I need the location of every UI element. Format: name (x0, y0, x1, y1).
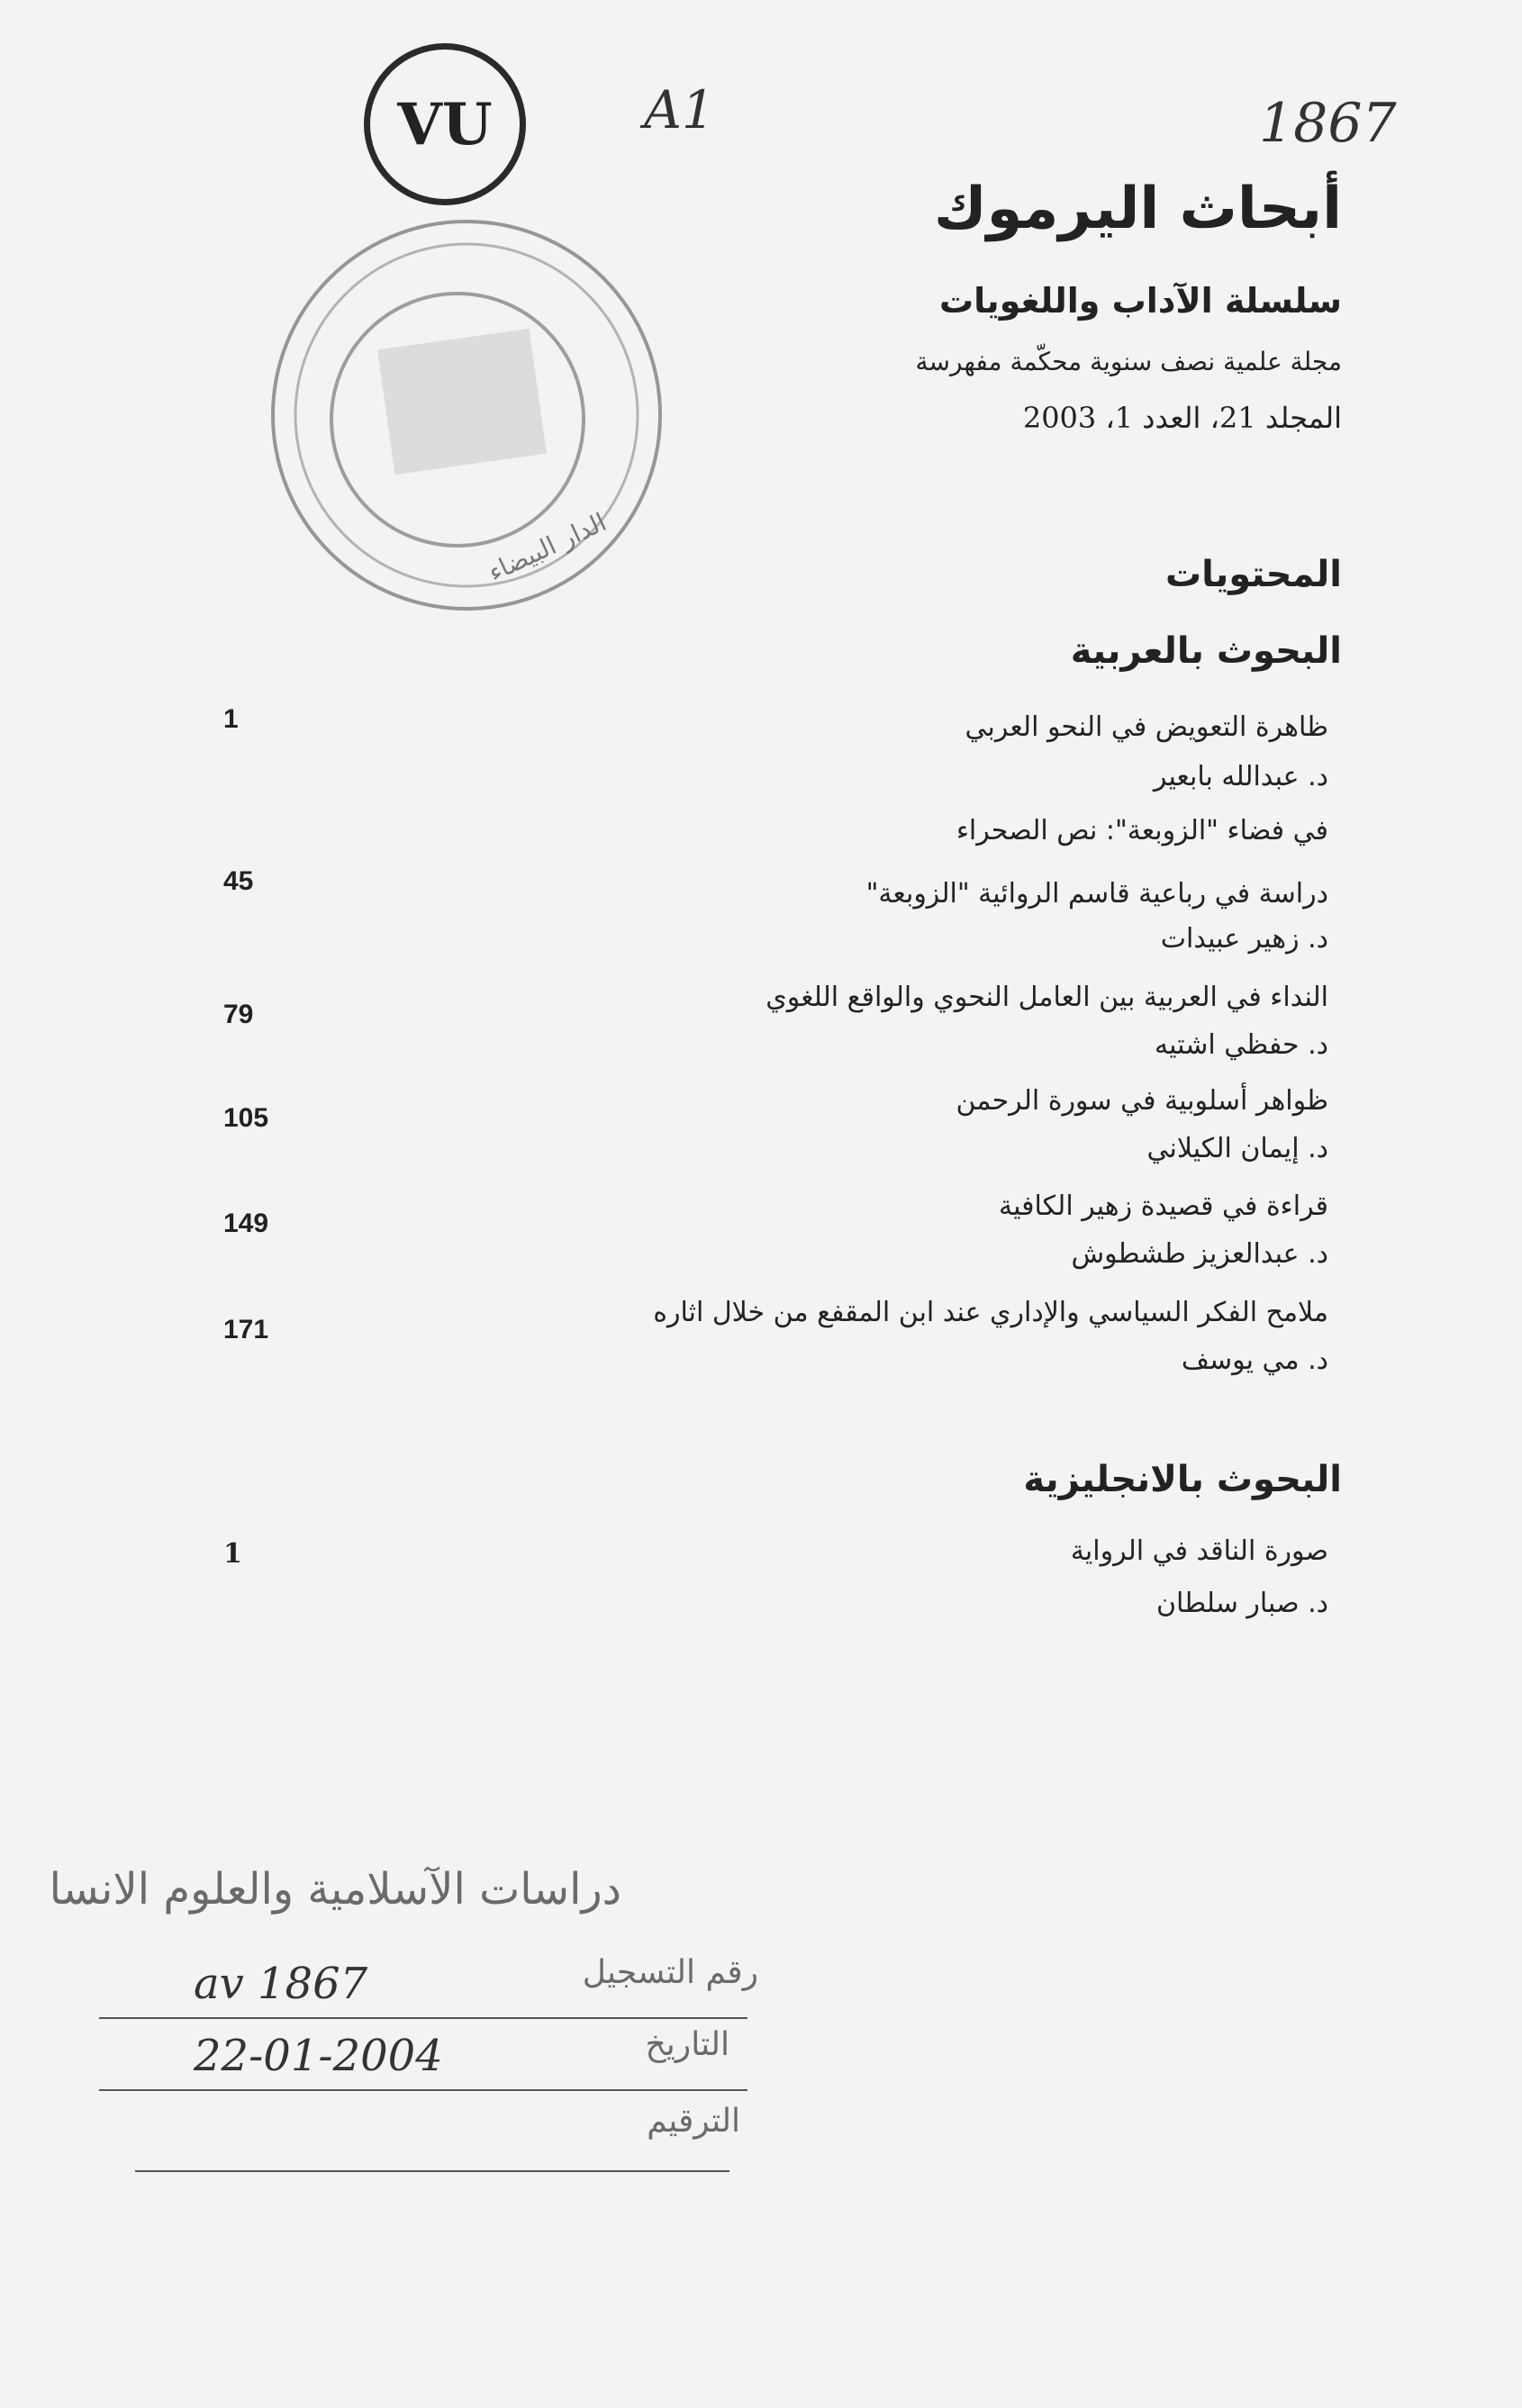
library-stamp (250, 213, 683, 627)
toc-entry-author: د. مي يوسف (1181, 1344, 1328, 1376)
english-section-heading: البحوث بالانجليزية (1023, 1459, 1342, 1500)
registration-class-line (135, 2170, 729, 2172)
registration-number-label: رقم التسجيل (582, 1954, 758, 1991)
toc-entry-author: د. إيمان الكيلاني (1146, 1133, 1328, 1164)
journal-title: أبحاث اليرموك (933, 176, 1342, 242)
toc-entry-page: 79 (223, 1000, 254, 1029)
toc-entry-author: د. زهير عبيدات (1160, 923, 1328, 955)
toc-entry-author: د. عبدالعزيز طشطوش (1071, 1238, 1328, 1270)
toc-entry-title: دراسة في رباعية قاسم الروائية "الزوبعة" (865, 878, 1328, 910)
toc-entry-title: في فضاء "الزوبعة": نص الصحراء (956, 815, 1328, 846)
toc-entry-title: ملامح الفكر السياسي والإداري عند ابن المقفع من خلال اثاره (653, 1297, 1328, 1328)
library-stamp-text: الدار البيضاء (484, 507, 612, 588)
toc-entry-page: 1 (223, 704, 239, 734)
registration-stamp-heading: دراسات الآسلامية والعلوم الانسا (49, 1864, 621, 1915)
toc-entry-author: د. صبار سلطان (1156, 1588, 1328, 1619)
registration-date-value: 22-01-2004 (194, 2031, 443, 2081)
contents-heading: المحتويات (1164, 554, 1342, 595)
toc-entry-page: 105 (223, 1103, 269, 1133)
registration-number-value: av 1867 (194, 1959, 368, 2009)
toc-entry-page: 171 (223, 1315, 269, 1344)
registration-number-line (99, 2017, 747, 2019)
toc-entry-author: د. حفظي اشتيه (1155, 1029, 1328, 1061)
registration-date-label: التاريخ (645, 2026, 729, 2063)
toc-entry-page: 149 (223, 1209, 269, 1238)
toc-entry-title: ظاهرة التعويض في النحو العربي (965, 711, 1328, 743)
toc-entry-title: قراءة في قصيدة زهير الكافية (999, 1190, 1328, 1222)
journal-subtitle: مجلة علمية نصف سنوية محكّمة مفهرسة (915, 347, 1342, 376)
handwritten-code: A1 (644, 79, 715, 140)
vu-stamp: VU (364, 43, 526, 205)
handwritten-number: 1867 (1259, 92, 1397, 155)
arabic-section-heading: البحوث بالعربية (1070, 630, 1342, 672)
toc-entry-author: د. عبدالله بابعير (1153, 761, 1328, 792)
toc-entry-title: صورة الناقد في الرواية (1070, 1535, 1328, 1567)
series-title: سلسلة الآداب واللغويات (938, 281, 1342, 321)
toc-entry-title: ظواهر أسلوبية في سورة الرحمن (956, 1085, 1328, 1117)
toc-entry-page: 1 (223, 1538, 242, 1570)
issue-info: المجلد 21، العدد 1، 2003 (1022, 401, 1342, 435)
toc-entry-page: 45 (223, 866, 254, 896)
registration-class-label: الترقيم (647, 2103, 740, 2140)
toc-entry-title: النداء في العربية بين العامل النحوي والواقع اللغوي (766, 982, 1328, 1013)
registration-date-line (99, 2089, 747, 2091)
